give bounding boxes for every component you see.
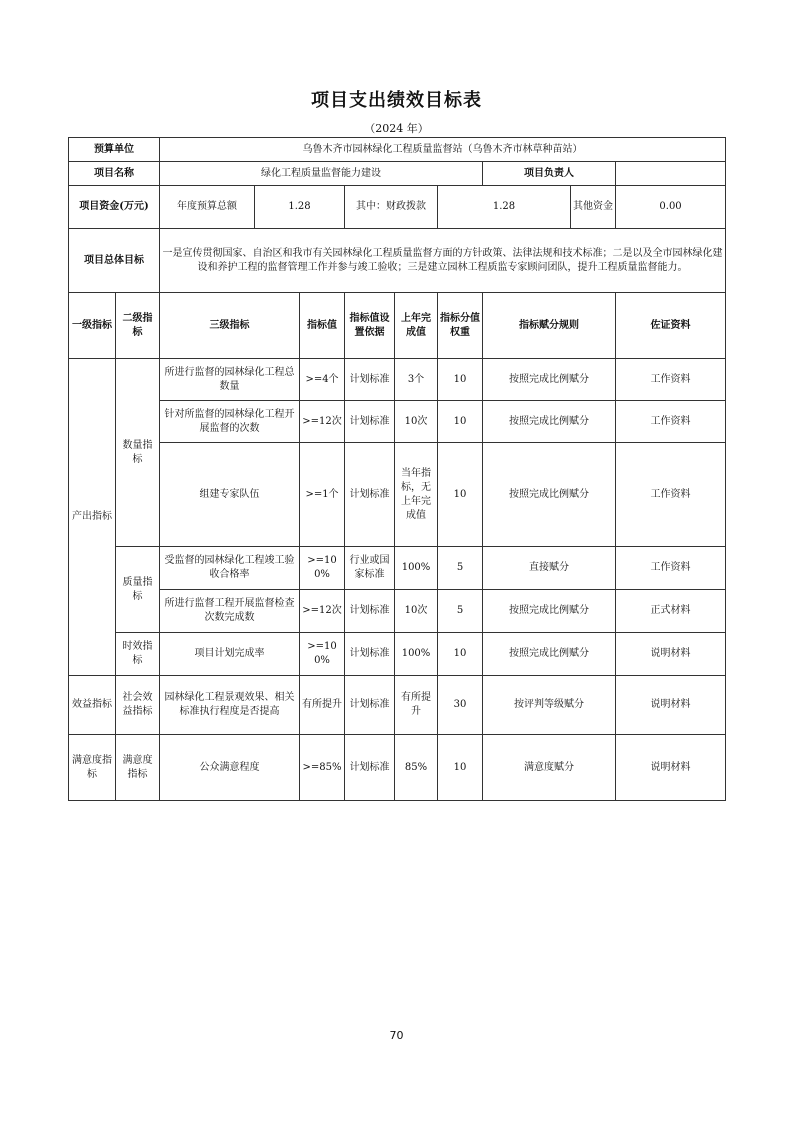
project-leader-value bbox=[616, 162, 726, 186]
group-quality: 质量指标 bbox=[116, 547, 160, 633]
indicator-weight: 10 bbox=[438, 401, 483, 443]
header-level1: 一级指标 bbox=[69, 293, 116, 359]
goal-label: 项目总体目标 bbox=[69, 229, 160, 293]
header-level2: 二级指标 bbox=[116, 293, 160, 359]
table-row bbox=[69, 401, 726, 443]
indicator-value: >=4个 bbox=[300, 359, 345, 401]
table-row bbox=[69, 633, 726, 676]
header-evidence: 佐证资料 bbox=[616, 293, 726, 359]
indicator-weight: 10 bbox=[438, 359, 483, 401]
table-row bbox=[69, 359, 726, 401]
indicator-value: >=1个 bbox=[300, 443, 345, 547]
indicator-name: 受监督的园林绿化工程竣工验收合格率 bbox=[160, 547, 300, 590]
indicator-basis: 计划标准 bbox=[345, 443, 395, 547]
indicator-last-year: 100% bbox=[395, 633, 438, 676]
indicator-name: 所进行监督工程开展监督检查次数完成数 bbox=[160, 590, 300, 633]
indicator-value: 有所提升 bbox=[300, 676, 345, 735]
indicator-evidence: 工作资料 bbox=[616, 443, 726, 547]
annual-budget-value: 1.28 bbox=[255, 186, 345, 229]
indicator-weight: 10 bbox=[438, 443, 483, 547]
budget-unit-value: 乌鲁木齐市园林绿化工程质量监督站（乌鲁木齐市林草种苗站） bbox=[160, 138, 726, 162]
indicator-last-year: 3个 bbox=[395, 359, 438, 401]
indicator-weight: 30 bbox=[438, 676, 483, 735]
group-timeliness: 时效指标 bbox=[116, 633, 160, 676]
indicator-basis: 计划标准 bbox=[345, 359, 395, 401]
indicator-rule: 按照完成比例赋分 bbox=[483, 590, 616, 633]
other-funds-label: 其他资金 bbox=[571, 186, 616, 229]
goal-text: 一是宣传贯彻国家、自治区和我市有关园林绿化工程质量监督方面的方针政策、法律法规和技术标准；二是以及全市园林绿化建设和养护工程的监督管理工作并参与竣工验收；三是建立园林工程质监专家顾问团队，提升工程质量监督能力。 bbox=[160, 229, 726, 293]
indicator-basis: 行业或国家标准 bbox=[345, 547, 395, 590]
indicator-rule: 按评判等级赋分 bbox=[483, 676, 616, 735]
indicator-name: 公众满意程度 bbox=[160, 735, 300, 801]
table-row bbox=[69, 676, 726, 735]
group-satisfaction: 满意度指标 bbox=[69, 735, 116, 801]
table-row bbox=[69, 590, 726, 633]
budget-unit-label: 预算单位 bbox=[69, 138, 160, 162]
indicator-last-year: 有所提升 bbox=[395, 676, 438, 735]
indicator-last-year: 当年指标，无上年完成值 bbox=[395, 443, 438, 547]
funds-label: 项目资金(万元) bbox=[69, 186, 160, 229]
indicator-rule: 满意度赋分 bbox=[483, 735, 616, 801]
indicator-last-year: 10次 bbox=[395, 590, 438, 633]
indicator-last-year: 10次 bbox=[395, 401, 438, 443]
indicator-value: >=12次 bbox=[300, 401, 345, 443]
indicator-value: >=12次 bbox=[300, 590, 345, 633]
fiscal-label: 其中：财政拨款 bbox=[345, 186, 438, 229]
goal-row bbox=[69, 229, 726, 293]
indicator-basis: 计划标准 bbox=[345, 735, 395, 801]
group-quantity: 数量指标 bbox=[116, 359, 160, 547]
fiscal-value: 1.28 bbox=[438, 186, 571, 229]
indicator-weight: 10 bbox=[438, 735, 483, 801]
table-row bbox=[69, 735, 726, 801]
indicator-evidence: 工作资料 bbox=[616, 547, 726, 590]
year-subtitle: （2024 年） bbox=[364, 122, 429, 135]
header-weight: 指标分值权重 bbox=[438, 293, 483, 359]
project-name-value: 绿化工程质量监督能力建设 bbox=[160, 162, 483, 186]
indicator-last-year: 100% bbox=[395, 547, 438, 590]
indicator-value: >=100% bbox=[300, 633, 345, 676]
indicator-evidence: 工作资料 bbox=[616, 359, 726, 401]
project-name-label: 项目名称 bbox=[69, 162, 160, 186]
indicator-rule: 按照完成比例赋分 bbox=[483, 401, 616, 443]
other-funds-value: 0.00 bbox=[616, 186, 726, 229]
indicator-name: 项目计划完成率 bbox=[160, 633, 300, 676]
indicator-basis: 计划标准 bbox=[345, 633, 395, 676]
indicator-rule: 按照完成比例赋分 bbox=[483, 359, 616, 401]
indicator-basis: 计划标准 bbox=[345, 401, 395, 443]
group-satisfaction-sub: 满意度指标 bbox=[116, 735, 160, 801]
page-title: 项目支出绩效目标表 bbox=[311, 90, 482, 111]
indicator-evidence: 说明材料 bbox=[616, 633, 726, 676]
indicator-name: 组建专家队伍 bbox=[160, 443, 300, 547]
indicator-value: >=85% bbox=[300, 735, 345, 801]
funds-row bbox=[69, 186, 726, 229]
project-name-row bbox=[69, 162, 726, 186]
header-level3: 三级指标 bbox=[160, 293, 300, 359]
table-row bbox=[69, 547, 726, 590]
indicator-evidence: 说明材料 bbox=[616, 676, 726, 735]
indicator-evidence: 正式材料 bbox=[616, 590, 726, 633]
indicator-last-year: 85% bbox=[395, 735, 438, 801]
indicator-name: 针对所监督的园林绿化工程开展监督的次数 bbox=[160, 401, 300, 443]
budget-unit-row bbox=[69, 138, 726, 162]
group-benefit: 效益指标 bbox=[69, 676, 116, 735]
page-number: 70 bbox=[389, 1029, 404, 1042]
indicator-weight: 5 bbox=[438, 590, 483, 633]
indicator-name: 园林绿化工程景观效果、相关标准执行程度是否提高 bbox=[160, 676, 300, 735]
indicator-name: 所进行监督的园林绿化工程总数量 bbox=[160, 359, 300, 401]
header-last-year: 上年完成值 bbox=[395, 293, 438, 359]
performance-table bbox=[68, 137, 726, 801]
indicator-value: >=100% bbox=[300, 547, 345, 590]
header-basis: 指标值设置依据 bbox=[345, 293, 395, 359]
indicator-evidence: 工作资料 bbox=[616, 401, 726, 443]
header-rule: 指标赋分规则 bbox=[483, 293, 616, 359]
header-value: 指标值 bbox=[300, 293, 345, 359]
indicator-rule: 按照完成比例赋分 bbox=[483, 443, 616, 547]
indicator-rule: 直接赋分 bbox=[483, 547, 616, 590]
project-leader-label: 项目负责人 bbox=[483, 162, 616, 186]
indicator-basis: 计划标准 bbox=[345, 676, 395, 735]
annual-budget-label: 年度预算总额 bbox=[160, 186, 255, 229]
group-social: 社会效益指标 bbox=[116, 676, 160, 735]
table-row bbox=[69, 443, 726, 547]
header-row bbox=[69, 293, 726, 359]
indicator-evidence: 说明材料 bbox=[616, 735, 726, 801]
indicator-basis: 计划标准 bbox=[345, 590, 395, 633]
group-output: 产出指标 bbox=[69, 359, 116, 676]
indicator-weight: 5 bbox=[438, 547, 483, 590]
indicator-weight: 10 bbox=[438, 633, 483, 676]
indicator-rule: 按照完成比例赋分 bbox=[483, 633, 616, 676]
